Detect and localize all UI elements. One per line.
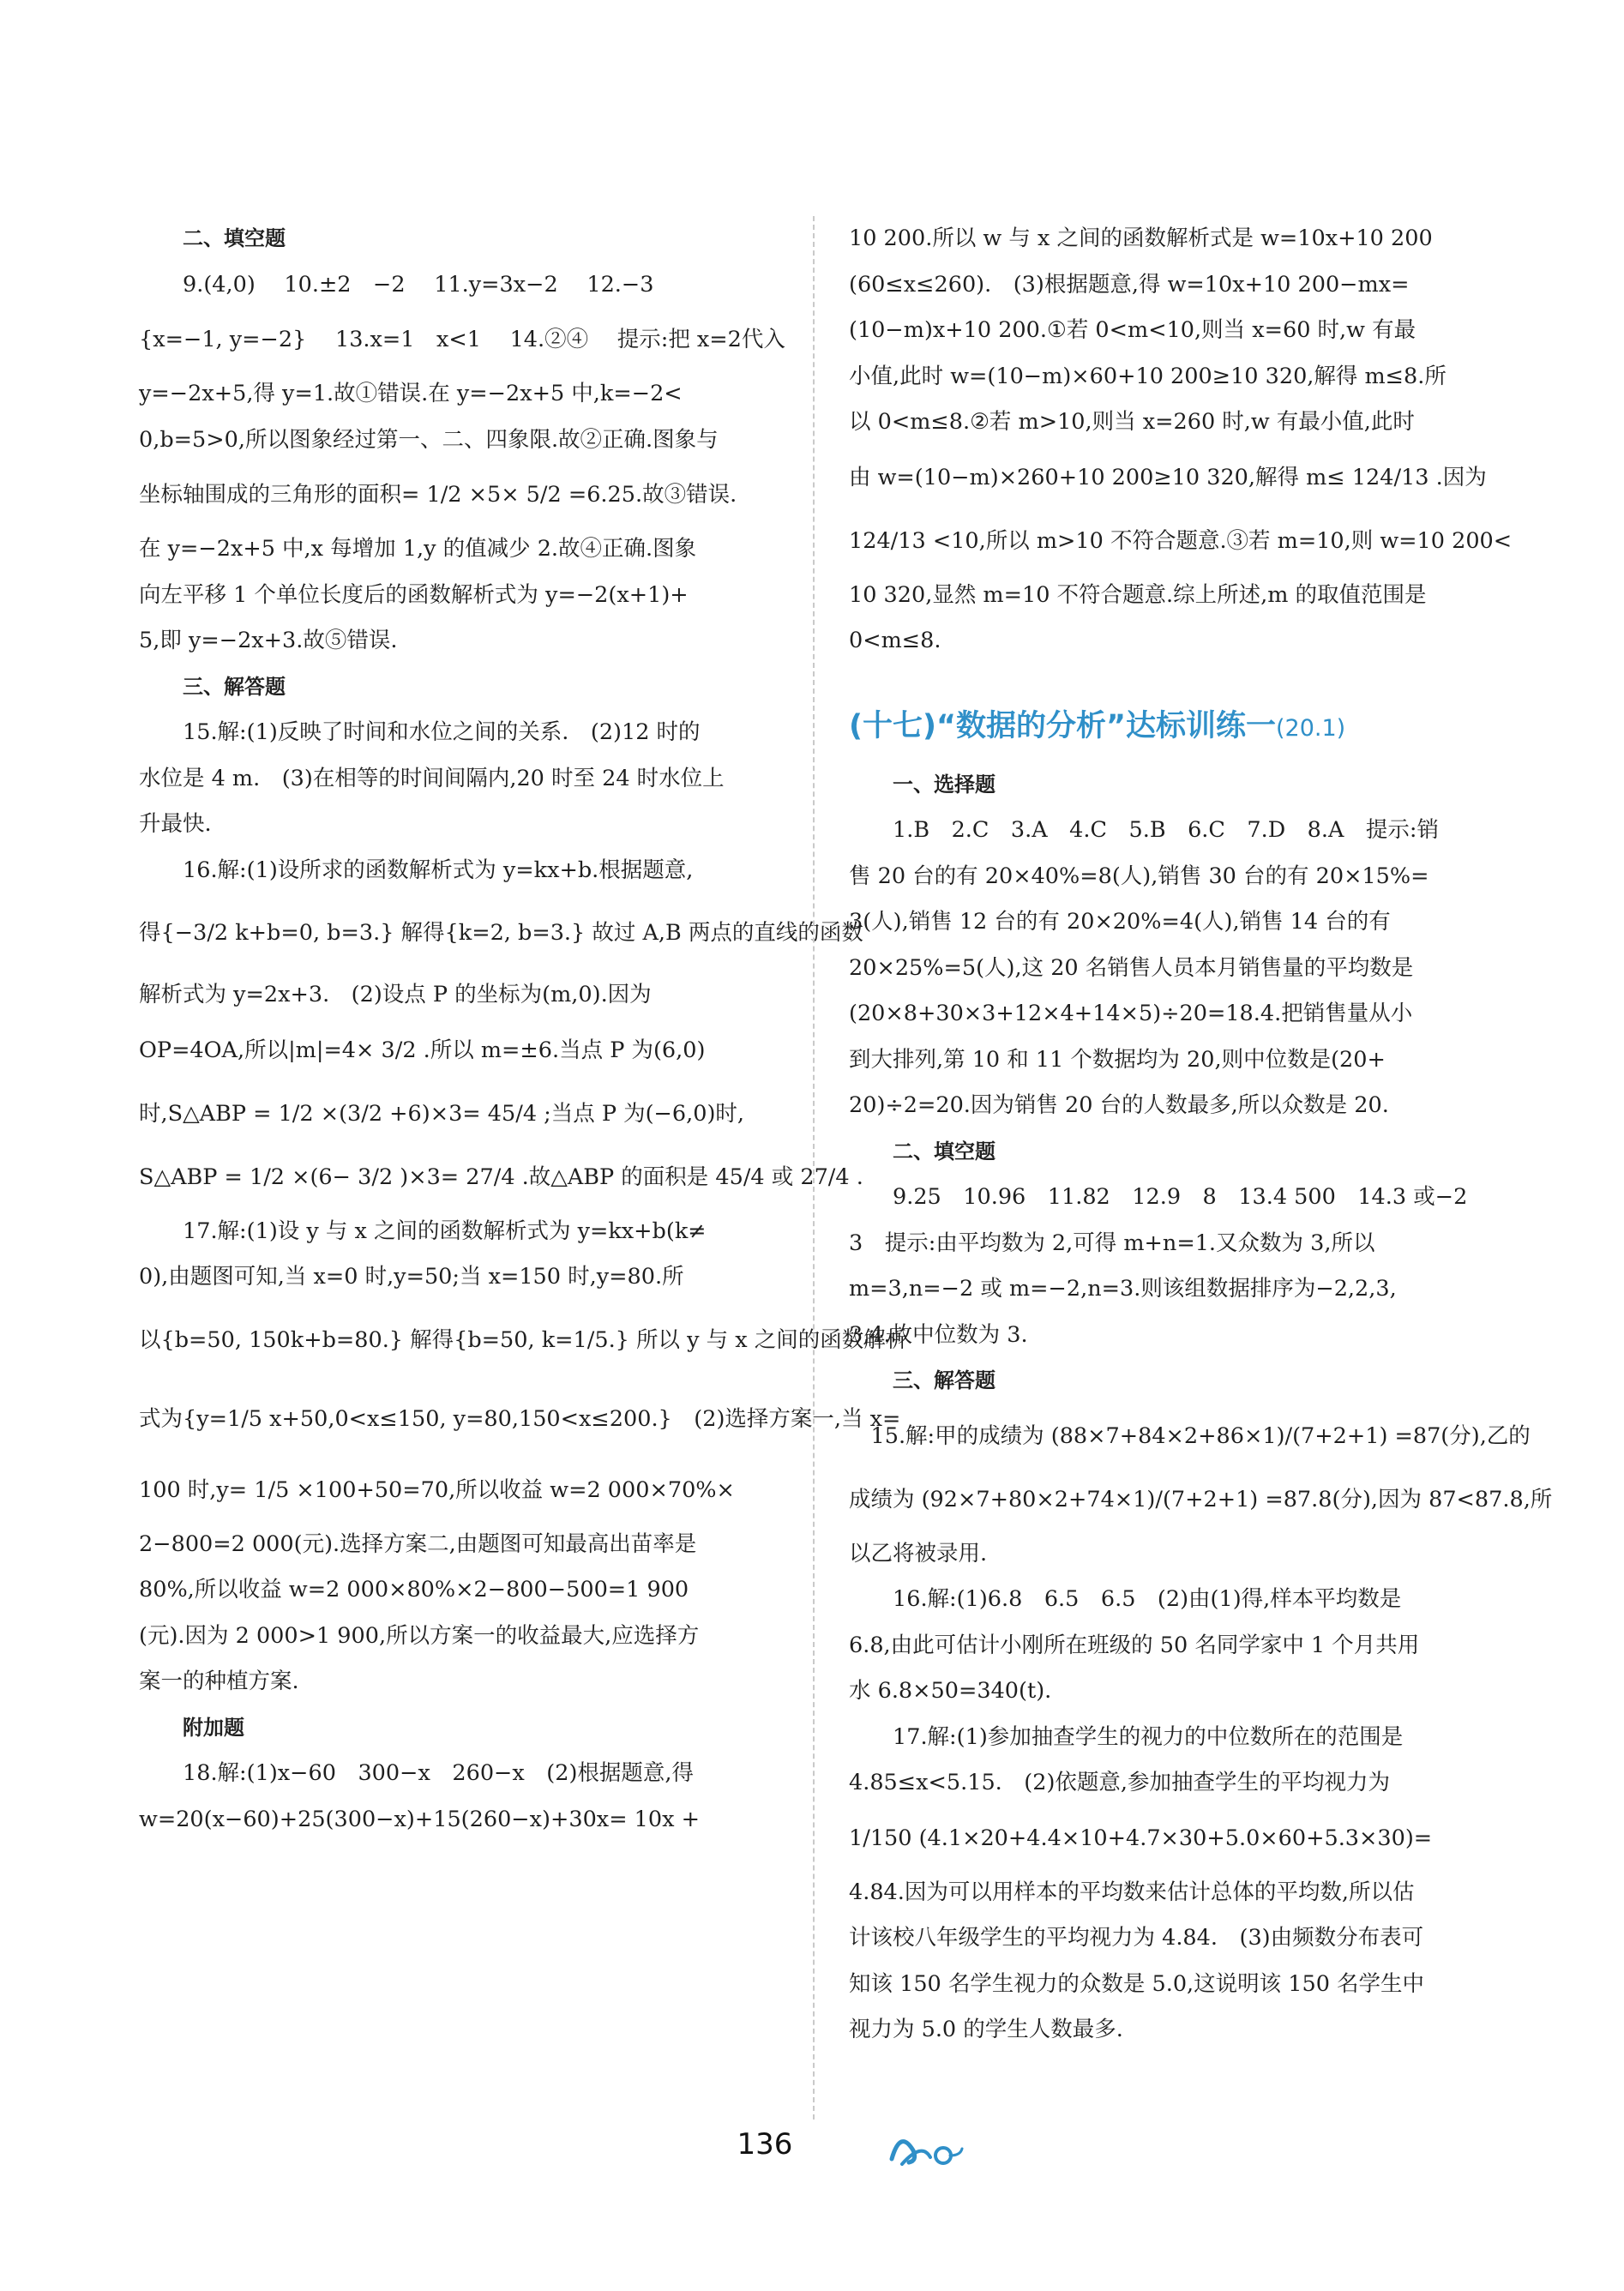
text-line: 案一的种植方案.: [139, 1669, 299, 1694]
text-line: 小值,此时 w=(10−m)×60+10 200≥10 320,解得 m≤8.所: [849, 363, 1447, 389]
text-line: 5,即 y=−2x+3.故⑤错误.: [139, 628, 398, 653]
text-line: 9.(4,0) 10.±2 −2 11.y=3x−2 12.−3: [183, 271, 654, 298]
section-heading: 二、填空题: [183, 226, 286, 250]
text-line: 以{b=50, 150k+b=80.} 解得{b=50, k=1/5.} 所以 y 与 x 之间的函数解析: [139, 1326, 908, 1353]
text-line: 4.84.因为可以用样本的平均数来估计总体的平均数,所以估: [849, 1879, 1415, 1905]
text-line: 由 w=(10−m)×260+10 200≥10 320,解得 m≤ 124/13 .因为: [849, 464, 1487, 490]
text-line: 升最快.: [139, 811, 212, 837]
text-line: 1.B 2.C 3.A 4.C 5.B 6.C 7.D 8.A 提示:销: [893, 817, 1440, 843]
text-line: 3 提示:由平均数为 2,可得 m+n=1.又众数为 3,所以: [849, 1230, 1375, 1256]
right-top-block: [849, 216, 1513, 664]
section-heading: 三、解答题: [183, 674, 286, 699]
text-line: S△ABP = 1/2 ×(6− 3/2 )×3= 27/4 .故△ABP 的面积是 45/4 或 27/4 .: [139, 1164, 863, 1190]
text-line: 计该校八年级学生的平均视力为 4.84. (3)由频数分布表可: [849, 1925, 1424, 1951]
text-line: y=−2x+5,得 y=1.故①错误.在 y=−2x+5 中,k=−2<: [139, 381, 683, 406]
text-line: 80%,所以收益 w=2 000×80%×2−800−500=1 900: [139, 1577, 689, 1602]
right-bottom-block: [849, 762, 1553, 2053]
text-line: (10−m)x+10 200.①若 0<m<10,则当 x=60 时,w 有最: [849, 317, 1416, 343]
text-line: 0,b=5>0,所以图象经过第一、二、四象限.故②正确.图象与: [139, 426, 719, 453]
text-line: 得{−3/2 k+b=0, b=3.} 解得{k=2, b=3.} 故过 A,B 两点的直线的函数: [139, 920, 863, 946]
text-line: 124/13 <10,所以 m>10 不符合题意.③若 m=10,则 w=10 200<: [849, 527, 1513, 554]
text-line: 到大排列,第 10 和 11 个数据均为 20,则中位数是(20+: [849, 1046, 1386, 1073]
text-line: 3,4.故中位数为 3.: [849, 1321, 1028, 1348]
text-line: 6.8,由此可估计小刚所在班级的 50 名同学家中 1 个月共用: [849, 1632, 1420, 1658]
text-line: (20×8+30×3+12×4+14×5)÷20=18.4.把销售量从小: [849, 1001, 1413, 1026]
column-divider: [813, 216, 815, 2120]
text-line: 坐标轴围成的三角形的面积= 1/2 ×5× 5/2 =6.25.故③错误.: [139, 482, 737, 508]
text-line: 17.解:(1)参加抽查学生的视力的中位数所在的范围是: [893, 1723, 1404, 1750]
text-line: 9.25 10.96 11.82 12.9 8 13.4 500 14.3 或−2: [893, 1184, 1468, 1210]
text-line: 水 6.8×50=340(t).: [849, 1678, 1052, 1704]
text-line: 16.解:(1)6.8 6.5 6.5 (2)由(1)得,样本平均数是: [893, 1586, 1402, 1612]
text-line: 10 200.所以 w 与 x 之间的函数解析式是 w=10x+10 200: [849, 225, 1433, 251]
text-line: 10 320,显然 m=10 不符合题意.综上所述,m 的取值范围是: [849, 581, 1427, 608]
text-line: 知该 150 名学生视力的众数是 5.0,这说明该 150 名学生中: [849, 1970, 1425, 1997]
text-line: 20×25%=5(人),这 20 名销售人员本月销售量的平均数是: [849, 954, 1414, 981]
text-line: 2−800=2 000(元).选择方案二,由题图可知最高出苗率是: [139, 1530, 697, 1557]
text-line: {x=−1, y=−2} 13.x=1 x<1 14.②④ 提示:把 x=2代入: [139, 327, 785, 352]
text-line: (元).因为 2 000>1 900,所以方案一的收益最大,应选择方: [139, 1622, 700, 1649]
section-title: [849, 690, 1502, 762]
text-line: 视力为 5.0 的学生人数最多.: [849, 2017, 1123, 2042]
section-heading: 附加题: [183, 1715, 244, 1740]
text-line: w=20(x−60)+25(300−x)+15(260−x)+30x= 10x +: [139, 1806, 700, 1832]
text-line: 水位是 4 m. (3)在相等的时间间隔内,20 时至 24 时水位上: [139, 765, 725, 791]
text-line: 17.解:(1)设 y 与 x 之间的函数解析式为 y=kx+b(k≠: [183, 1218, 707, 1244]
text-line: 20)÷2=20.因为销售 20 台的人数最多,所以众数是 20.: [849, 1092, 1389, 1118]
text-line: 以乙将被录用.: [849, 1540, 988, 1566]
page-footer: [0, 2123, 1624, 2166]
section-heading: 二、填空题: [893, 1139, 995, 1164]
text-line: m=3,n=−2 或 m=−2,n=3.则该组数据排序为−2,2,3,: [849, 1276, 1397, 1302]
swirl-logo-icon: [883, 2125, 969, 2169]
text-line: 解析式为 y=2x+3. (2)设点 P 的坐标为(m,0).因为: [139, 982, 652, 1007]
text-line: 15.解:甲的成绩为 (88×7+84×2+86×1)/(7+2+1) =87(分),乙的: [849, 1422, 1531, 1449]
text-line: (60≤x≤260). (3)根据题意,得 w=10x+10 200−mx=: [849, 271, 1410, 298]
text-line: 1/150 (4.1×20+4.4×10+4.7×30+5.0×60+5.3×30)=: [849, 1825, 1433, 1851]
text-line: 在 y=−2x+5 中,x 每增加 1,y 的值减少 2.故④正确.图象: [139, 536, 697, 562]
text-line: 16.解:(1)设所求的函数解析式为 y=kx+b.根据题意,: [183, 857, 694, 883]
text-line: 时,S△ABP = 1/2 ×(3/2 +6)×3= 45/4 ;当点 P 为(−6,0)时,: [139, 1100, 745, 1127]
text-line: 15.解:(1)反映了时间和水位之间的关系. (2)12 时的: [183, 719, 701, 745]
right-column: [849, 216, 1553, 2053]
text-line: OP=4OA,所以|m|=4× 3/2 .所以 m=±6.当点 P 为(6,0): [139, 1037, 706, 1063]
text-line: 3(人),销售 12 台的有 20×20%=4(人),销售 14 台的有: [849, 909, 1391, 935]
page-number: 136: [737, 2127, 793, 2162]
text-line: 向左平移 1 个单位长度后的函数解析式为 y=−2(x+1)+: [139, 581, 689, 608]
text-line: 100 时,y= 1/5 ×100+50=70,所以收益 w=2 000×70%×: [139, 1476, 735, 1503]
text-line: 0<m≤8.: [849, 628, 941, 653]
text-line: 0),由题图可知,当 x=0 时,y=50;当 x=150 时,y=80.所: [139, 1264, 684, 1290]
section-heading: 一、选择题: [893, 772, 995, 797]
text-line: 成绩为 (92×7+80×2+74×1)/(7+2+1) =87.8(分),因为 87<87.8,所: [849, 1486, 1553, 1512]
text-line: 式为{y=1/5 x+50,0<x≤150, y=80,150<x≤200.} (2)选择方案一,当 x=: [139, 1405, 901, 1432]
text-line: 18.解:(1)x−60 300−x 260−x (2)根据题意,得: [183, 1760, 695, 1786]
text-line: 以 0<m≤8.②若 m>10,则当 x=260 时,w 有最小值,此时: [849, 409, 1415, 435]
text-line: 售 20 台的有 20×40%=8(人),销售 30 台的有 20×15%=: [849, 863, 1429, 889]
section-heading: 三、解答题: [893, 1368, 995, 1392]
text-line: 4.85≤x<5.15. (2)依题意,参加抽查学生的平均视力为: [849, 1770, 1391, 1795]
section-subtitle: (20.1): [1276, 714, 1346, 742]
section-title-text: (十七)“数据的分析”达标训练一: [849, 708, 1276, 743]
